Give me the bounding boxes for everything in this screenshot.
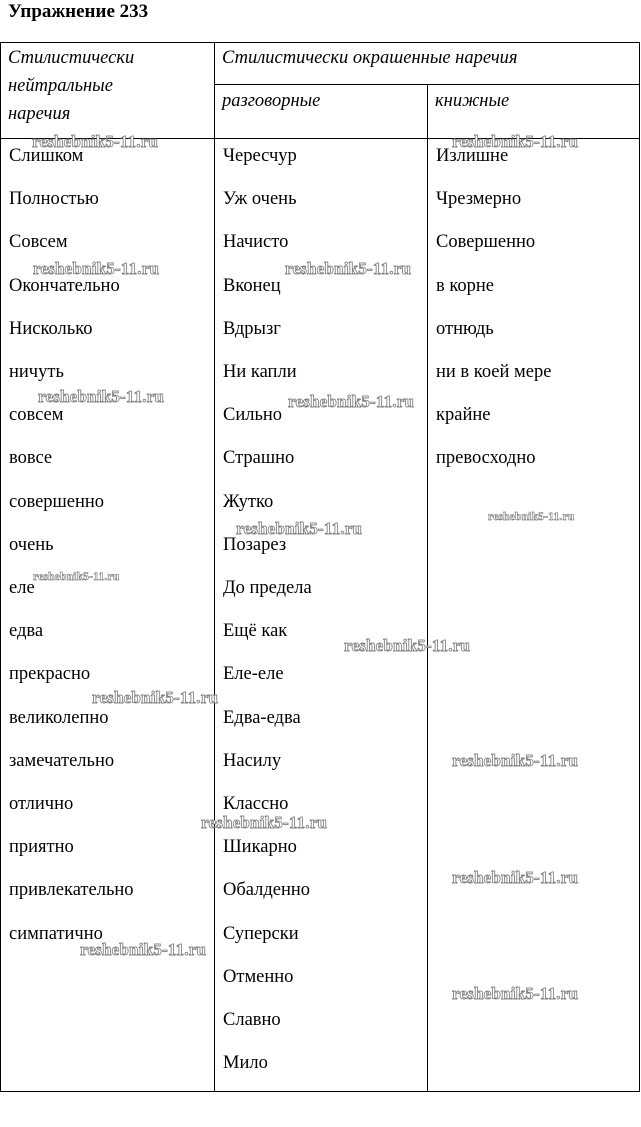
watermark-text: reshebnik5-11.ru	[285, 259, 412, 278]
watermark-text: reshebnik5-11.ru	[80, 940, 207, 959]
header-bookish: книжные	[435, 91, 510, 111]
colloquial-adverb: Начисто	[223, 232, 289, 253]
watermark-text: reshebnik5-11.ru	[32, 132, 159, 151]
neutral-adverb: Слишком	[9, 146, 84, 166]
header-neutral-line: наречия	[8, 104, 71, 124]
watermark-text: reshebnik5-11.ru	[33, 259, 160, 278]
neutral-adverb: отлично	[9, 794, 74, 814]
neutral-adverb: совсем	[9, 405, 64, 426]
colloquial-adverb: Позарез	[223, 534, 287, 555]
bookish-adverb: Совершенно	[436, 232, 536, 253]
colloquial-adverb: Суперски	[223, 923, 299, 944]
colloquial-adverb: Ни капли	[223, 362, 297, 382]
neutral-adverb: прекрасно	[9, 664, 91, 685]
watermark-text: reshebnik5-11.ru	[236, 519, 363, 538]
table-left-border	[0, 42, 1, 1092]
neutral-adverb: замечательно	[9, 750, 115, 771]
colloquial-adverb: Славно	[223, 1010, 281, 1030]
neutral-adverb: приятно	[9, 837, 74, 858]
column-divider-2	[427, 84, 428, 1092]
watermark-text: reshebnik5-11.ru	[92, 688, 219, 707]
watermark-text: reshebnik5-11.ru	[452, 132, 579, 151]
colloquial-adverb: Еле-еле	[223, 664, 284, 685]
neutral-adverb: ничуть	[9, 362, 64, 382]
neutral-adverb: симпатично	[9, 923, 103, 944]
colloquial-adverb: Сильно	[223, 405, 283, 426]
watermark-text: reshebnik5-11.ru	[452, 751, 579, 770]
colloquial-adverb: Едва-едва	[223, 707, 301, 728]
neutral-adverb: еле	[9, 578, 35, 598]
header-neutral-line: нейтральные	[8, 76, 113, 96]
table-bottom-border	[0, 1091, 640, 1092]
bookish-adverb: Чрезмерно	[436, 189, 522, 210]
watermark-text: reshebnik5-11.ru	[488, 511, 575, 523]
colloquial-adverb: Вдрызг	[223, 318, 281, 339]
colloquial-adverb: Жутко	[223, 491, 274, 512]
neutral-adverb: привлекательно	[9, 880, 134, 901]
colloquial-adverb: Уж очень	[223, 189, 297, 210]
header-neutral-line: Стилистически	[8, 48, 135, 68]
neutral-adverb: едва	[9, 621, 44, 642]
header-colloquial: разговорные	[222, 91, 321, 111]
colloquial-adverb: Ещё как	[223, 621, 288, 642]
colloquial-adverb: Чересчур	[223, 146, 297, 166]
watermark-text: reshebnik5-11.ru	[344, 636, 471, 655]
table-top-border	[0, 42, 640, 43]
neutral-adverb: Полностью	[9, 189, 99, 210]
watermark-text: reshebnik5-11.ru	[38, 387, 165, 406]
page-title: Упражнение 233	[8, 1, 149, 22]
header-colored: Стилистически окрашенные наречия	[222, 48, 518, 68]
neutral-adverb: великолепно	[9, 707, 109, 728]
table-right-border	[639, 42, 640, 1092]
watermark-text: reshebnik5-11.ru	[452, 984, 579, 1003]
neutral-adverb: вовсе	[9, 448, 53, 469]
header-neutral	[8, 44, 134, 128]
colloquial-adverb: Классно	[223, 794, 289, 814]
neutral-adverb: очень	[9, 534, 54, 555]
colloquial-adverb: Мило	[223, 1053, 268, 1074]
bookish-adverb: Излишне	[436, 146, 509, 166]
bookish-adverb: ни в коей мере	[436, 362, 552, 382]
colloquial-adverb: До предела	[223, 578, 312, 598]
bookish-adverb: отнюдь	[436, 318, 494, 339]
neutral-adverb: Нисколько	[9, 318, 93, 339]
colloquial-adverb: Отменно	[223, 966, 294, 987]
watermark-text: reshebnik5-11.ru	[201, 813, 328, 832]
bookish-adverb: в корне	[436, 275, 495, 296]
bookish-adverb: крайне	[436, 405, 491, 426]
watermark-text: reshebnik5-11.ru	[288, 392, 415, 411]
bookish-adverb: превосходно	[436, 448, 536, 469]
colloquial-adverb: Шикарно	[223, 837, 297, 858]
colloquial-adverb: Насилу	[223, 750, 282, 771]
neutral-adverb: Совсем	[9, 232, 68, 253]
column-divider-1	[214, 42, 215, 1092]
watermark-text: reshebnik5-11.ru	[452, 868, 579, 887]
colloquial-adverb: Обалденно	[223, 880, 311, 901]
colloquial-adverb: Вконец	[223, 275, 281, 296]
watermark-text: reshebnik5-11.ru	[33, 571, 120, 583]
neutral-adverb: совершенно	[9, 491, 105, 512]
colloquial-adverb: Страшно	[223, 448, 295, 469]
neutral-adverb: Окончательно	[9, 275, 120, 296]
